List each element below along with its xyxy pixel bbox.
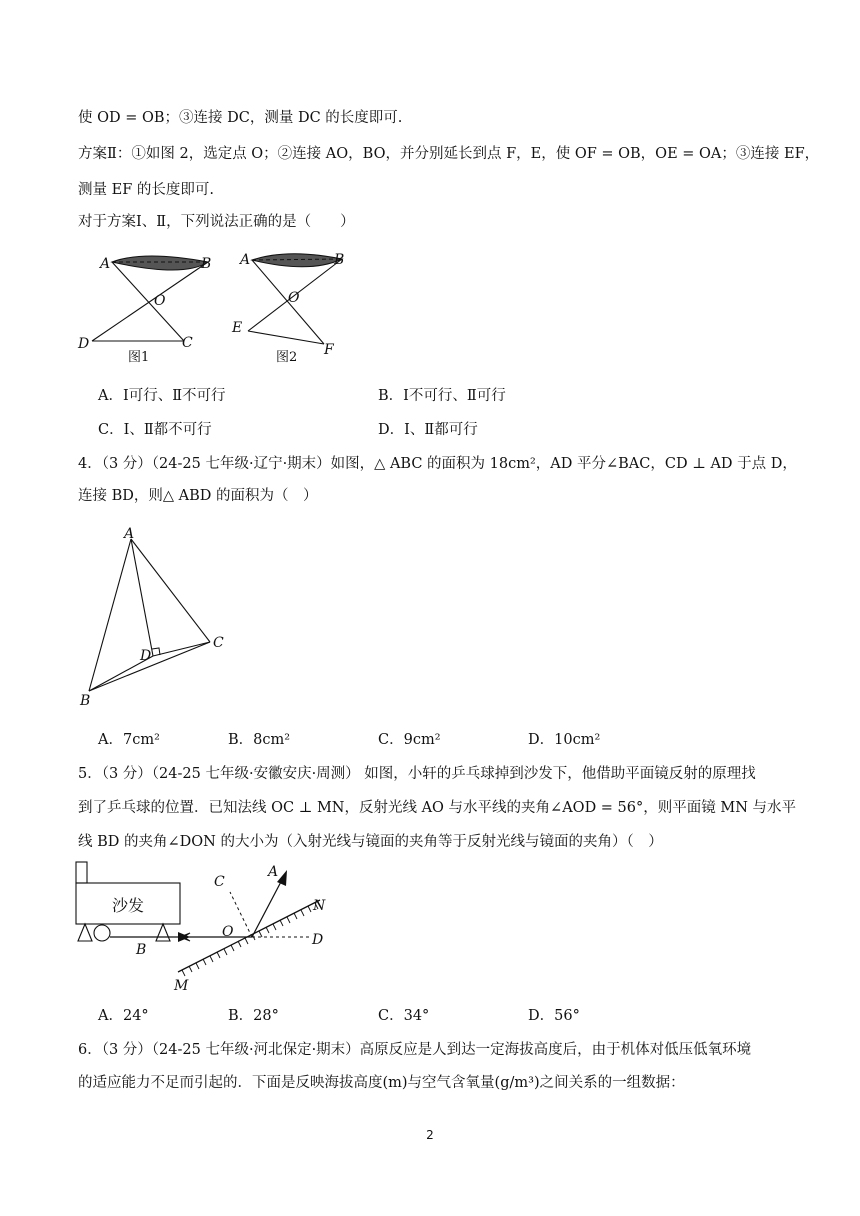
- q4-option-c[interactable]: C．9cm²: [378, 732, 441, 748]
- q5-label-o: O: [222, 924, 234, 940]
- q3-option-d[interactable]: D．Ⅰ、Ⅱ都可行: [378, 422, 478, 438]
- q4-label-d: D: [140, 648, 152, 664]
- q5-line-3: 线 BD 的夹角∠DON 的大小为（入射光线与镜面的夹角等于反射光线与镜面的夹角）（ ）: [78, 834, 663, 850]
- q5-line-2: 到了乒乓球的位置．已知法线 OC ⊥ MN，反射光线 AO 与水平线的夹角∠AOD = 56°，则平面镜 MN 与水平: [78, 800, 797, 816]
- mirror-hatching: [182, 903, 318, 976]
- fig2-pond: [252, 252, 345, 268]
- sofa-back: [76, 862, 87, 883]
- q3-option-a[interactable]: A．Ⅰ可行、Ⅱ不可行: [98, 388, 226, 404]
- q4-line-ab: [89, 539, 131, 691]
- q4-option-a[interactable]: A．7cm²: [98, 732, 160, 748]
- sofa-leg-right: [156, 924, 170, 941]
- fig2-label-b: B: [334, 252, 345, 268]
- fig1-label-c: C: [182, 335, 193, 351]
- fig2-caption: 图2: [276, 350, 298, 365]
- q5-option-a[interactable]: A．24°: [98, 1008, 149, 1024]
- fig1-line-ac: [112, 262, 184, 341]
- fig1-line-bd: [92, 262, 208, 341]
- text-line-1: 使 OD = OB；③连接 DC，测量 DC 的长度即可.: [78, 110, 403, 126]
- fig2-line-ef: [248, 331, 324, 344]
- q5-label-b: B: [136, 942, 147, 958]
- q4-option-b[interactable]: B．8cm²: [228, 732, 291, 748]
- q4-line-2: 连接 BD，则△ ABD 的面积为（ ）: [78, 488, 318, 504]
- q5-figure: [72, 860, 342, 1000]
- q4-right-angle-mark: [152, 648, 160, 655]
- page-number: 2: [426, 1128, 434, 1142]
- text-line-4: 对于方案Ⅰ、Ⅱ，下列说法正确的是（ ）: [78, 214, 355, 230]
- q4-label-c: C: [213, 635, 224, 651]
- q3-option-b[interactable]: B．Ⅰ不可行、Ⅱ可行: [378, 388, 506, 404]
- q5-option-d[interactable]: D．56°: [528, 1008, 580, 1024]
- q4-line-1: 4．（3 分）（24-25 七年级·辽宁·期末）如图，△ ABC 的面积为 18cm²，AD 平分∠BAC，CD ⊥ AD 于点 D，: [78, 456, 797, 472]
- ray-oa: [252, 876, 284, 937]
- fig1-label-o: O: [154, 293, 166, 309]
- mirror-mn: [178, 900, 320, 972]
- ray-oa-arrowhead: [277, 870, 287, 886]
- q5-label-n: N: [313, 898, 326, 914]
- text-line-3: 测量 EF 的长度即可.: [78, 182, 214, 198]
- fig2-label-e: E: [232, 320, 243, 336]
- fig1-pond: [112, 256, 208, 270]
- q5-option-c[interactable]: C．34°: [378, 1008, 430, 1024]
- q4-line-ad: [131, 539, 153, 656]
- q3-option-c[interactable]: C．Ⅰ、Ⅱ都不可行: [98, 422, 212, 438]
- fig1-label-b: B: [201, 256, 212, 272]
- fig1-caption: 图1: [128, 350, 150, 365]
- q5-label-d: D: [312, 932, 324, 948]
- q4-option-d[interactable]: D．10cm²: [528, 732, 601, 748]
- q4-label-a: A: [124, 526, 135, 542]
- q4-figure: [74, 525, 234, 715]
- fig1-label-a: A: [100, 256, 111, 272]
- q5-line-1: 5．（3 分）（24-25 七年级·安徽安庆·周测） 如图，小轩的乒乓球掉到沙发下，他借助平面镜反射的原理找: [78, 766, 756, 782]
- fig2-label-a: A: [240, 252, 251, 268]
- fig2-label-f: F: [324, 342, 334, 358]
- text-line-2: 方案Ⅱ：①如图 2，选定点 O；②连接 AO，BO，并分别延长到点 F，E，使 OF = OB，OE = OA；③连接 EF，: [78, 146, 820, 162]
- sofa-leg-left: [78, 924, 92, 941]
- q5-label-m: M: [174, 978, 189, 994]
- q4-label-b: B: [80, 693, 91, 709]
- sofa-label: 沙发: [112, 896, 145, 915]
- q5-option-b[interactable]: B．28°: [228, 1008, 279, 1024]
- q3-figures: [74, 244, 374, 369]
- fig1-label-d: D: [78, 336, 90, 352]
- fig2-label-o: O: [288, 290, 300, 306]
- q6-line-2: 的适应能力不足而引起的．下面是反映海拔高度(m)与空气含氧量(g/m³)之间关系的一组数据：: [78, 1075, 685, 1091]
- q6-line-1: 6．（3 分）（24-25 七年级·河北保定·期末）高原反应是人到达一定海拔高度后，由于机体对低压低氧环境: [78, 1042, 752, 1058]
- q5-label-c: C: [214, 874, 225, 890]
- q4-line-ac: [131, 539, 210, 642]
- q5-label-a: A: [268, 864, 279, 880]
- ping-pong-ball: [94, 925, 110, 941]
